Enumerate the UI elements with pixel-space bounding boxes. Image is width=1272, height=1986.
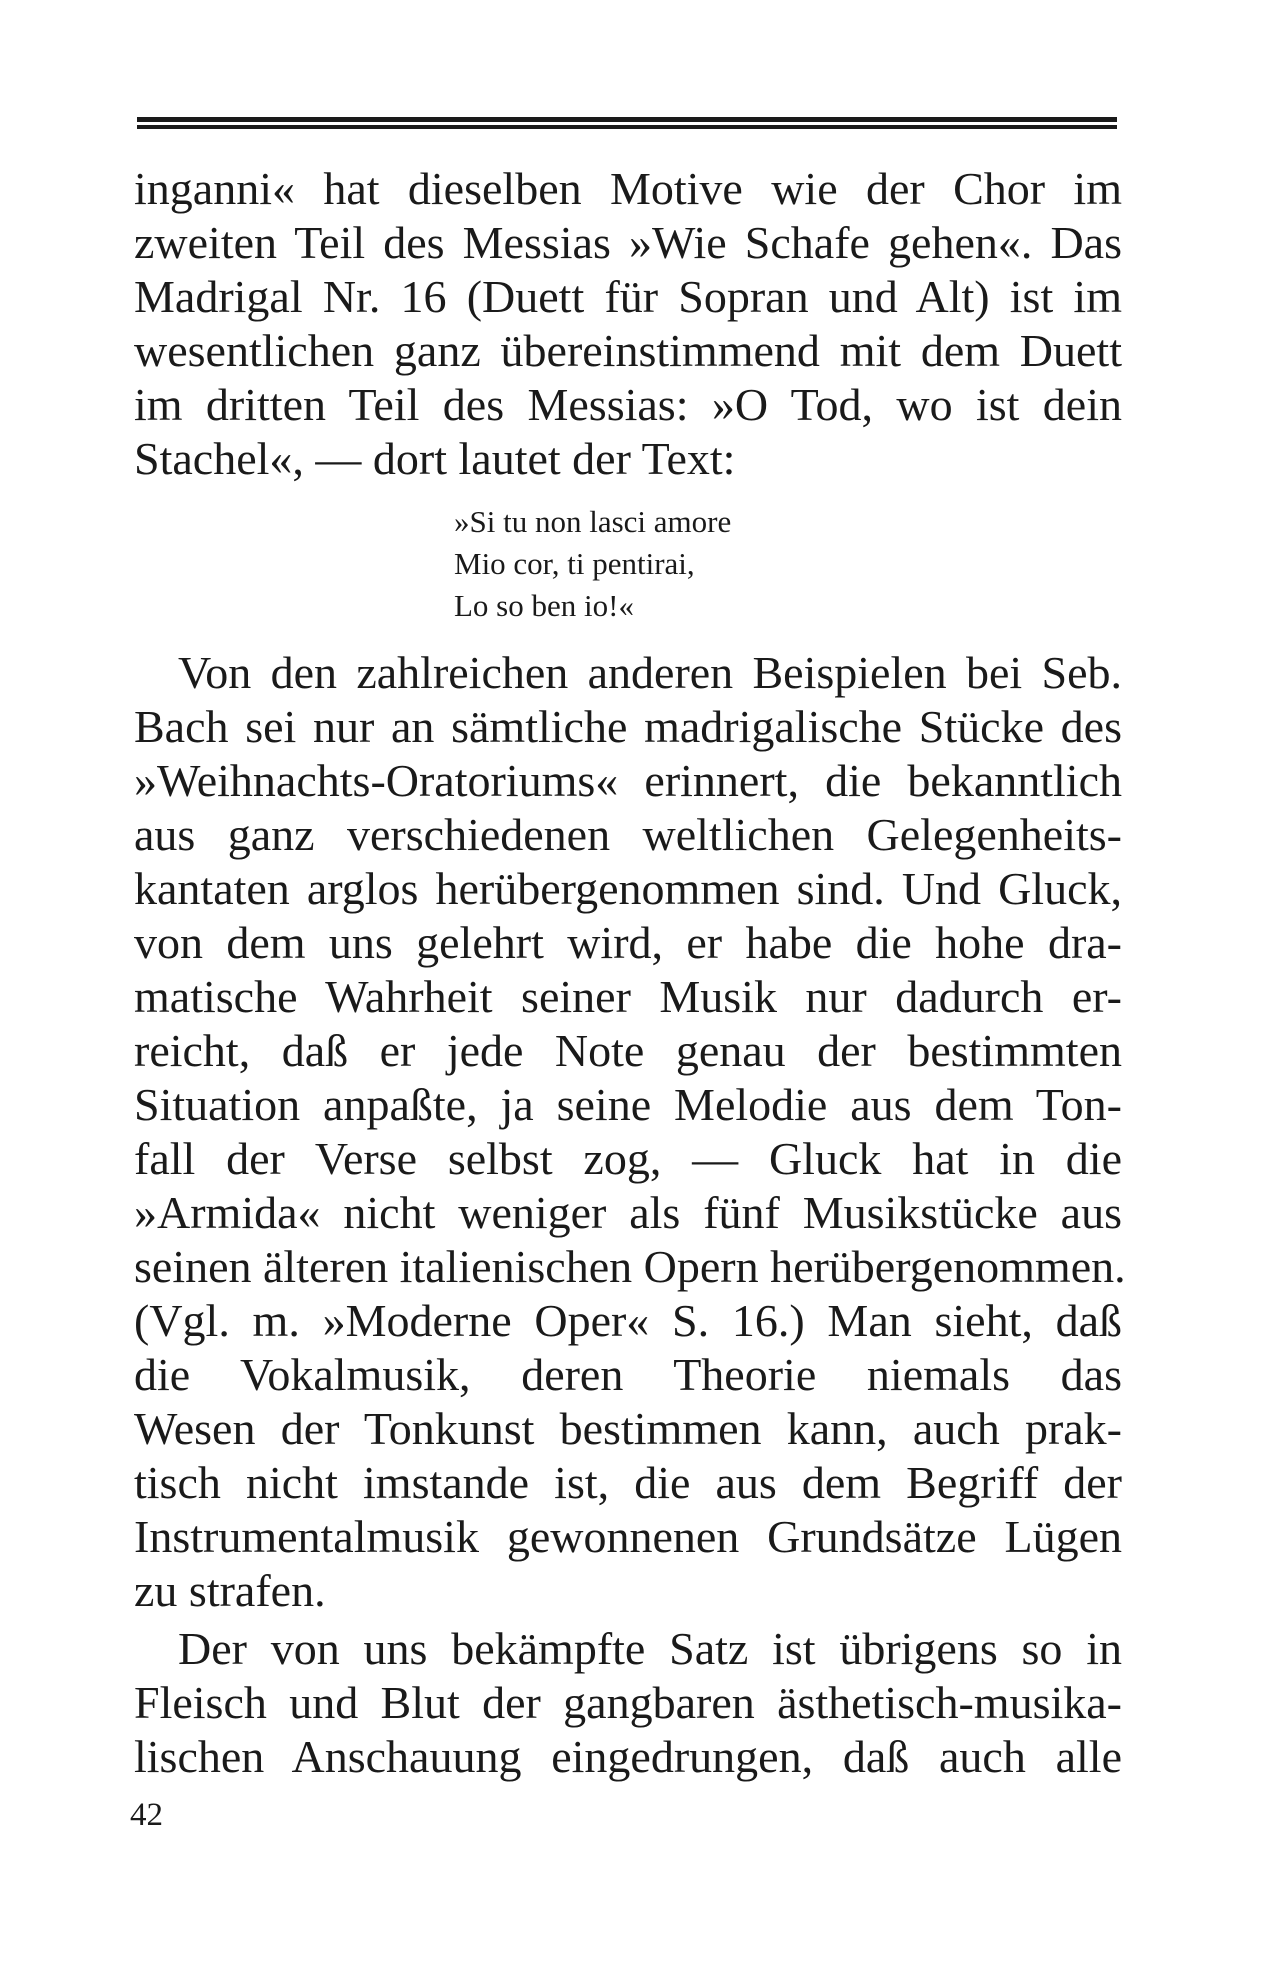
verse-line: Lo so ben io!« [454,588,634,623]
text-line: zweiten Teil des Messias »Wie Schafe gehen«. Das [134,217,1122,268]
text-line: Situation anpaßte, ja seine Melodie aus dem Ton- [134,1079,1122,1130]
header-rule-bottom [137,125,1117,129]
text-line: fall der Verse selbst zog, — Gluck hat in die [134,1133,1122,1184]
text-line: Stachel«, — dort lautet der Text: [134,433,736,484]
verse-line: Mio cor, ti pentirai, [454,546,695,581]
text-line: die Vokalmusik, deren Theorie niemals das [134,1349,1122,1400]
text-line: Instrumentalmusik gewonnenen Grundsätze Lügen [134,1511,1122,1562]
text-line: Von den zahlreichen anderen Beispielen bei Seb. [178,647,1122,698]
text-line: Bach sei nur an sämtliche madrigalische Stücke des [134,701,1122,752]
text-line: von dem uns gelehrt wird, er habe die hohe dra- [134,917,1122,968]
text-line: matische Wahrheit seiner Musik nur dadurch er- [134,971,1122,1022]
text-line: Fleisch und Blut der gangbaren ästhetisch-musika- [134,1677,1122,1728]
text-line: zu strafen. [134,1565,326,1616]
text-line: wesentlichen ganz übereinstimmend mit dem Duett [134,325,1122,376]
text-line: seinen älteren italienischen Opern herübergenommen. [134,1241,1126,1292]
text-line: im dritten Teil des Messias: »O Tod, wo ist dein [134,379,1122,430]
text-line: lischen Anschauung eingedrungen, daß auch alle [134,1731,1122,1782]
text-line: aus ganz verschiedenen weltlichen Gelegenheits- [134,809,1122,860]
text-line: Der von uns bekämpfte Satz ist übrigens so in [178,1623,1122,1674]
verse-line: »Si tu non lasci amore [454,504,732,539]
text-line: »Armida« nicht weniger als fünf Musikstücke aus [134,1187,1122,1238]
text-line: (Vgl. m. »Moderne Oper« S. 16.) Man sieht, daß [134,1295,1122,1346]
text-line: Wesen der Tonkunst bestimmen kann, auch prak- [134,1403,1122,1454]
text-line: inganni« hat dieselben Motive wie der Chor im [134,163,1122,214]
page-number: 42 [130,1797,163,1833]
header-rule-top [137,117,1117,122]
text-line: Madrigal Nr. 16 (Duett für Sopran und Alt) ist im [134,271,1122,322]
text-line: »Weihnachts-Oratoriums« erinnert, die bekanntlich [134,755,1122,806]
text-line: kantaten arglos herübergenommen sind. Und Gluck, [134,863,1122,914]
text-line: reicht, daß er jede Note genau der bestimmten [134,1025,1122,1076]
text-line: tisch nicht imstande ist, die aus dem Begriff der [134,1457,1122,1508]
